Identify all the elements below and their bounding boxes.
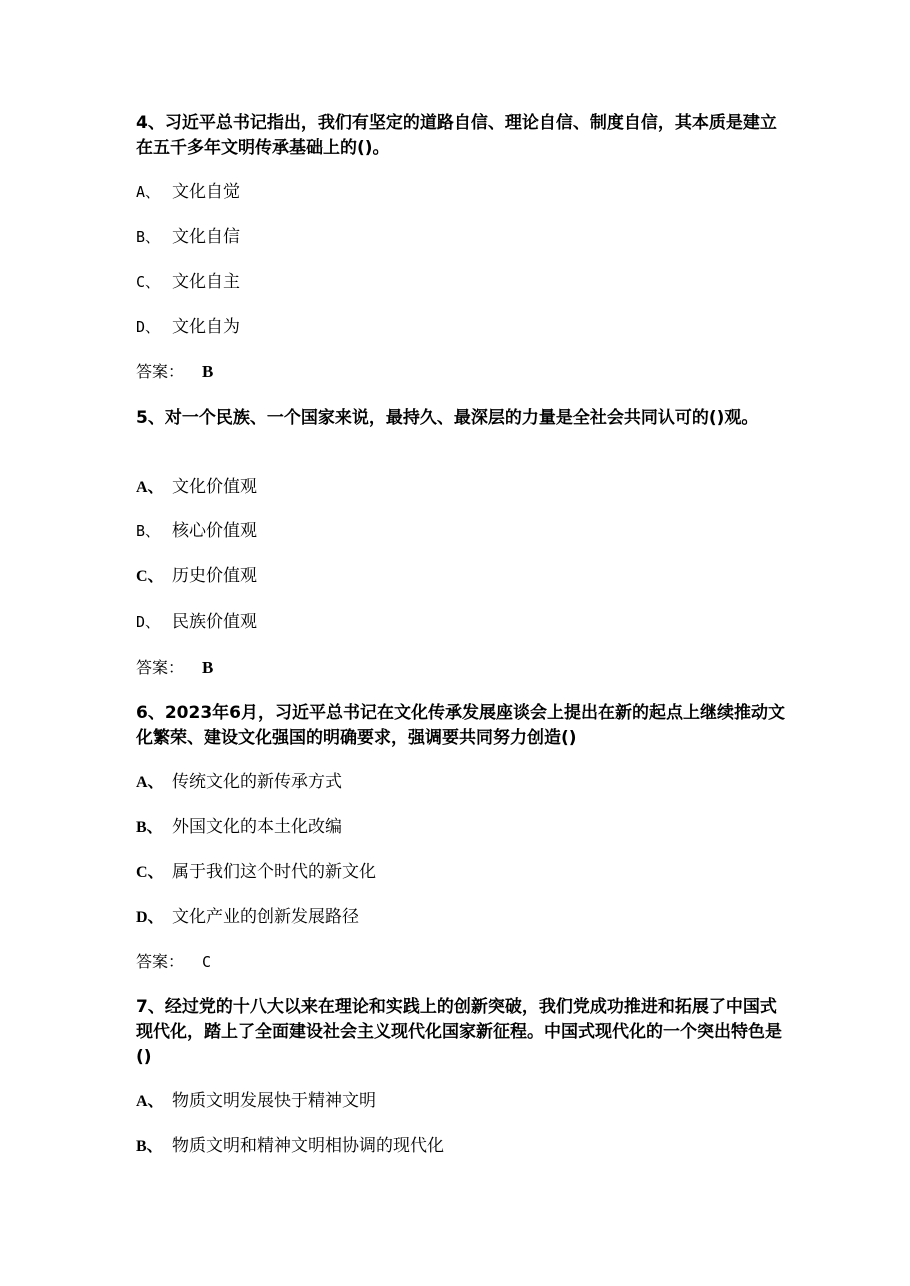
option-text: 属于我们这个时代的新文化 xyxy=(172,862,376,882)
answer-label: 答案： xyxy=(136,952,185,971)
option-letter: C、 xyxy=(136,273,161,291)
question-5-answer xyxy=(136,657,213,679)
option-letter: D、 xyxy=(136,318,161,336)
option-text: 民族价值观 xyxy=(172,612,257,632)
answer-value: C xyxy=(202,953,212,971)
question-5-option-c xyxy=(136,565,257,588)
option-letter: B、 xyxy=(136,522,161,540)
option-letter: B、 xyxy=(136,819,163,836)
question-4-option-c xyxy=(136,271,240,293)
option-text: 文化自主 xyxy=(172,272,240,292)
option-letter: D、 xyxy=(136,909,164,926)
question-7-option-a xyxy=(136,1090,376,1113)
option-text: 文化自为 xyxy=(172,317,240,337)
question-5-option-b xyxy=(136,520,257,542)
option-letter: C、 xyxy=(136,568,164,585)
question-4-title: 4、习近平总书记指出，我们有坚定的道路自信、理论自信、制度自信，其本质是建立在五千多年文明传承基础上的()。 xyxy=(136,113,777,158)
question-6-option-b xyxy=(136,816,342,839)
question-6-title: 6、2023年6月，习近平总书记在文化传承发展座谈会上提出在新的起点上继续推动文化繁荣、建设文化强国的明确要求，强调要共同努力创造() xyxy=(136,703,785,748)
question-5-title: 5、对一个民族、一个国家来说，最持久、最深层的力量是全社会共同认可的()观。 xyxy=(136,408,759,428)
option-text: 文化产业的创新发展路径 xyxy=(172,907,359,927)
answer-label: 答案： xyxy=(136,658,185,677)
question-4-option-d xyxy=(136,316,240,338)
option-text: 核心价值观 xyxy=(172,521,257,541)
option-text: 传统文化的新传承方式 xyxy=(172,772,342,792)
question-7-title: 7、经过党的十八大以来在理论和实践上的创新突破，我们党成功推进和拓展了中国式现代化，踏上了全面建设社会主义现代化国家新征程。中国式现代化的一个突出特色是() xyxy=(136,997,782,1067)
question-6-option-a xyxy=(136,771,342,794)
option-letter: A、 xyxy=(136,774,164,791)
option-text: 文化自信 xyxy=(172,227,240,247)
option-text: 物质文明和精神文明相协调的现代化 xyxy=(172,1136,444,1156)
answer-value: B xyxy=(202,362,214,381)
option-text: 文化价值观 xyxy=(172,477,257,497)
question-5-option-a xyxy=(136,476,257,499)
question-4-option-b xyxy=(136,226,240,248)
question-6-option-d xyxy=(136,906,359,929)
option-letter: A、 xyxy=(136,479,164,496)
question-6-answer xyxy=(136,951,211,973)
question-4-option-a xyxy=(136,181,240,203)
question-6-option-c xyxy=(136,861,376,884)
option-letter: D、 xyxy=(136,613,161,631)
option-text: 历史价值观 xyxy=(172,566,257,586)
answer-label: 答案： xyxy=(136,362,185,381)
option-letter: B、 xyxy=(136,228,161,246)
question-4-answer xyxy=(136,361,213,383)
option-text: 外国文化的本土化改编 xyxy=(172,817,342,837)
option-letter: C、 xyxy=(136,864,164,881)
question-5-option-d xyxy=(136,611,257,633)
option-text: 文化自觉 xyxy=(172,182,240,202)
option-letter: A、 xyxy=(136,183,161,201)
option-text: 物质文明发展快于精神文明 xyxy=(172,1091,376,1111)
question-7-option-b xyxy=(136,1135,444,1158)
option-letter: A、 xyxy=(136,1093,164,1110)
option-letter: B、 xyxy=(136,1138,163,1155)
answer-value: B xyxy=(202,658,214,677)
